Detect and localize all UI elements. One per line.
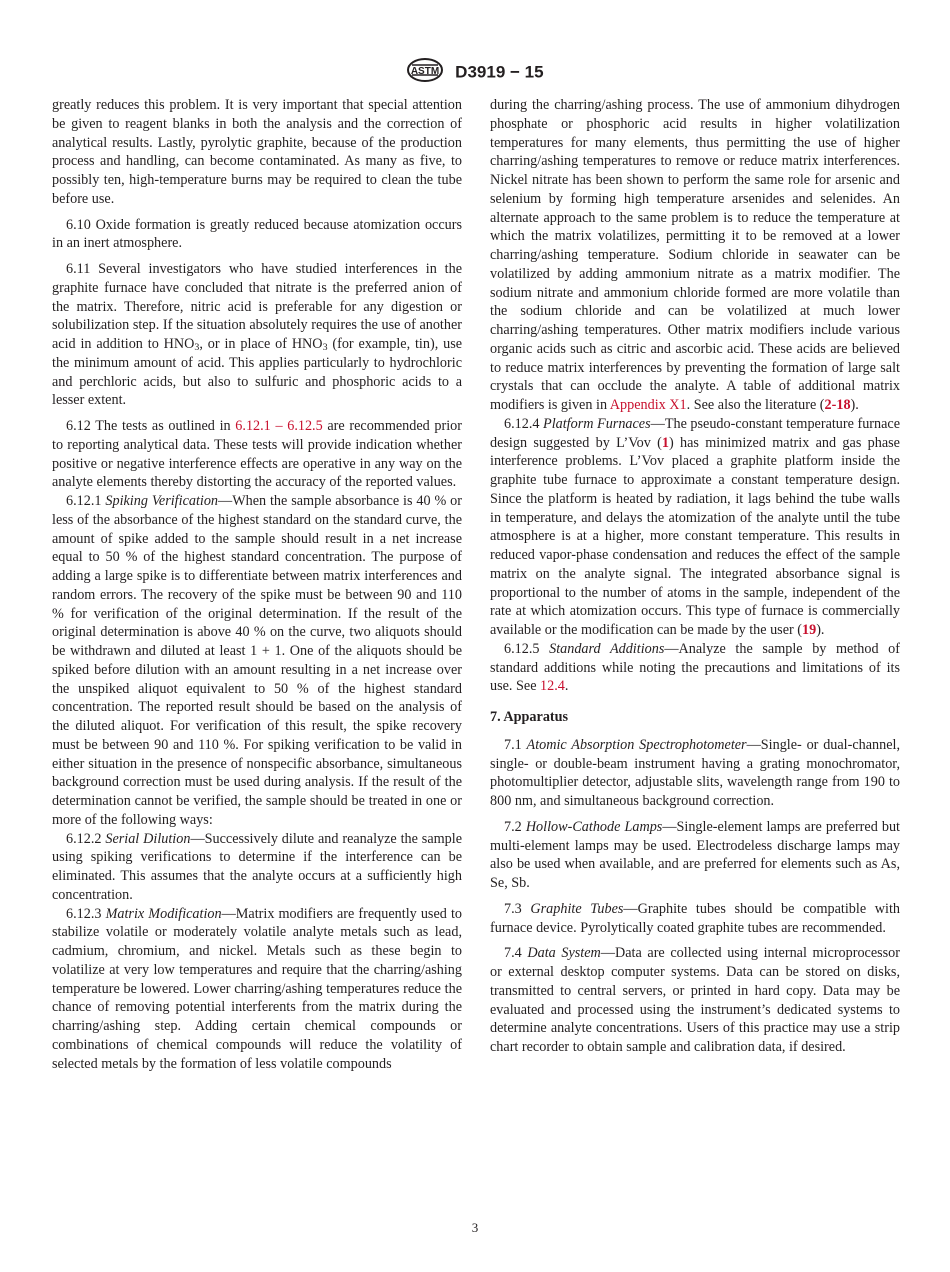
paragraph-7-4: 7.4 Data System—Data are collected using internal microprocessor or external desktop computer systems. Data can be stored on disks, transmitted to central servers, or printed in hard copy. Data may be evaluated and processed using the instrument’s dedicated systems to determine analyte concentrations. Users of this practice may use a strip chart recorder to obtain sample and calibration data, if desired. <box>490 945 901 1055</box>
reference-link-1[interactable]: 1 <box>661 434 669 451</box>
section-link-6-12-1-to-6-12-5[interactable]: 6.12.1 – 6.12.5 <box>235 418 323 434</box>
paragraph-continued: greatly reduces this problem. It is very important that special attention be given to reagent blanks in both the analysis and the correction of analytical results. Lastly, pyrolytic graphite, because of the production process and handling, can become contaminated. As many as five, to possibly ten, high-temperature burns may be required to clean the tube before use. <box>52 97 462 207</box>
appendix-x1-link[interactable]: Appendix X1 <box>609 397 687 413</box>
paragraph-6-12-3: 6.12.3 Matrix Modification—Matrix modifiers are frequently used to stabilize volatile or moderately volatile analyte metals such as lead, cadmium, chromium, and nickel. Metals such as these begin to volatilize at very low temperatures and require that the charring/ashing temperature be lowered. Lower charring/ashing temperatures reduce the chance of removing potential interferents from the matrix during the charring/ashing step. Adding certain chemical compounds or combinations of chemical compounds will reduce the volatility of selected metals by the formation of less volatile compounds <box>52 905 462 1072</box>
paragraph-7-1: 7.1 Atomic Absorption Spectrophotometer—Single- or dual-channel, single- or double-beam instrument having a grating monochromator, photomultiplier detector, adjustable slits, wavelength range from 190 to 800 nm, and simultaneous background correction. <box>490 736 901 809</box>
platform-furnaces-title: Platform Furnaces <box>543 415 651 432</box>
data-system-title: Data System <box>527 945 601 962</box>
paragraph-6-12-5: 6.12.5 Standard Additions—Analyze the sample by method of standard additions while noting the precautions and limitations of its use. See 12.4. <box>490 640 900 695</box>
standard-additions-title: Standard Additions <box>549 640 665 657</box>
paragraph-6-10: 6.10 Oxide formation is greatly reduced because atomization occurs in an inert atmosphere. <box>52 216 462 252</box>
spiking-verification-title: Spiking Verification <box>105 493 219 509</box>
serial-dilution-title: Serial Dilution <box>105 830 191 847</box>
paragraph-6-12-1: 6.12.1 Spiking Verification—When the sample absorbance is 40 % or less of the absorbance of the highest standard on the standard curve, the amount of spike added to the sample should result in a net increase equal to 50 % of the highest standard concentration. The purpose of adding a large spike is to differentiate between matrix interferences and random errors. The recovery of the spike must be between 90 and 110 % for verification of the original determination. If the result of the original determination is above 40 % on the curve, two aliquots should be withdrawn and diluted at least 1 + 1. One of the aliquots should be spiked before dilution with an amount resulting in a net increase over the unspiked aliquot equivalent to 50 % of the highest standard concentration. The reported result should be based on the analysis of the diluted aliquot. For verification of this result, the spike recovery must be between 90 and 110 %. For spiking verification to be valid in either situation in the presence of nonspecific absorbance, simultaneous background correction must be used during analysis. If the result of the determination cannot be verified, the sample should be treated in one or more of the following ways: <box>52 493 462 828</box>
spectrophotometer-title: Atomic Absorption Spectrophotometer <box>526 736 747 753</box>
paragraph-6-11: 6.11 Several investigators who have studied interferences in the graphite furnace have concluded that nitrate is the preferred anion of the matrix. Therefore, nitric acid is preferable for any digestion or solubilization step. If the situation absolutely requires the use of another acid in addition to $HNO_3$, or in place of $HNO_3$ (for example, tin), use the minimum amount of acid. This applies particularly to hydrochloric and perchloric acids, but also to sulfuric and phosphoric acids to a lesser extent. <box>52 261 463 409</box>
reference-link-2-18[interactable]: 2-18 <box>824 397 851 413</box>
graphite-tubes-title: Graphite Tubes <box>530 900 624 917</box>
astm-logo-icon <box>406 57 444 88</box>
page-header <box>0 57 950 88</box>
right-column <box>490 96 900 1064</box>
reference-link-19[interactable]: 19 <box>802 622 817 638</box>
section-heading-apparatus: 7. Apparatus <box>490 709 569 725</box>
paragraph-6-12: 6.12 The tests as outlined in 6.12.1 – 6.12.5 are recommended prior to reporting analytical data. These tests will provide indication whether positive or negative interference effects are operative in any way on the analyte elements thereby distorting the accuracy of the reported values. <box>52 418 463 491</box>
page-number: 3 <box>471 1220 479 1235</box>
matrix-modification-title: Matrix Modification <box>105 905 222 922</box>
paragraph-6-12-4: 6.12.4 Platform Furnaces—The pseudo-constant temperature furnace design suggested by L’Vov (1) has minimized matrix and gas phase interference problems. L’Vov placed a graphite platform inside the graphite tube furnace to approximate a constant temperature design. Since the platform is heated by radiation, it lags behind the tube walls in temperature, and delays the atomization of the analyte until the tube atmosphere is at a higher, more constant temperature. This results in reduced vapor-phase condensation and reduces the effect of the sample matrix on the analyte signal. The integrated absorbance signal is proportional to the number of atoms in the sample, independent of the rate at which atomization occurs. This type of furnace is commercially available or the modification can be made by the user (19). <box>490 415 901 638</box>
paragraph-7-3: 7.3 Graphite Tubes—Graphite tubes should be compatible with furnace device. Pyrolytically coated graphite tubes are recommended. <box>490 900 901 936</box>
svg-text:ASTM: ASTM <box>411 66 440 77</box>
paragraph-6-12-3-continued: during the charring/ashing process. The use of ammonium dihydrogen phosphate or phosphoric acid results in higher volatilization temperatures for many elements, thus permitting the use of higher charring/ashing temperatures to remove or reduce matrix interferences. Nickel nitrate has been shown to perform the same role for arsenic and selenium by forming high temperature arsenides and selenides. An alternate approach to the same problem is to reduce the temperature at which the matrix volatilizes, permitting it to be removed at a lower charring/ashing temperature. Sodium chloride in seawater can be volatilized by adding ammonium nitrate as a matrix modifier. The sodium nitrate and ammonium chloride formed are more volatile than the sodium chloride and can be volatilized at much lower charring/ashing temperatures. Other matrix modifiers include various organic acids such as citric and ascorbic acid. These acids are believed to reduce matrix interferences by preventing the formation of large salt crystals that can occlude the analyte. A table of additional matrix modifiers is given in Appendix X1. See also the literature (2-18). <box>490 97 900 413</box>
paragraph-6-12-2: 6.12.2 Serial Dilution—Successively dilute and reanalyze the sample using spiking verifications to determine if the interference can be eliminated. This assumes that the analyte occurs at a sufficiently high concentration. <box>52 830 462 903</box>
document-id: D3919 − 15 <box>455 62 544 82</box>
left-column <box>52 96 462 1073</box>
hollow-cathode-lamps-title: Hollow-Cathode Lamps <box>525 818 663 835</box>
section-link-12-4[interactable]: 12.4 <box>540 678 565 695</box>
paragraph-7-2: 7.2 Hollow-Cathode Lamps—Single-element lamps are preferred but multi-element lamps may be used. Electrodeless discharge lamps may also be used when available, and are preferred for elements such as As, Se, Sb. <box>490 818 900 891</box>
